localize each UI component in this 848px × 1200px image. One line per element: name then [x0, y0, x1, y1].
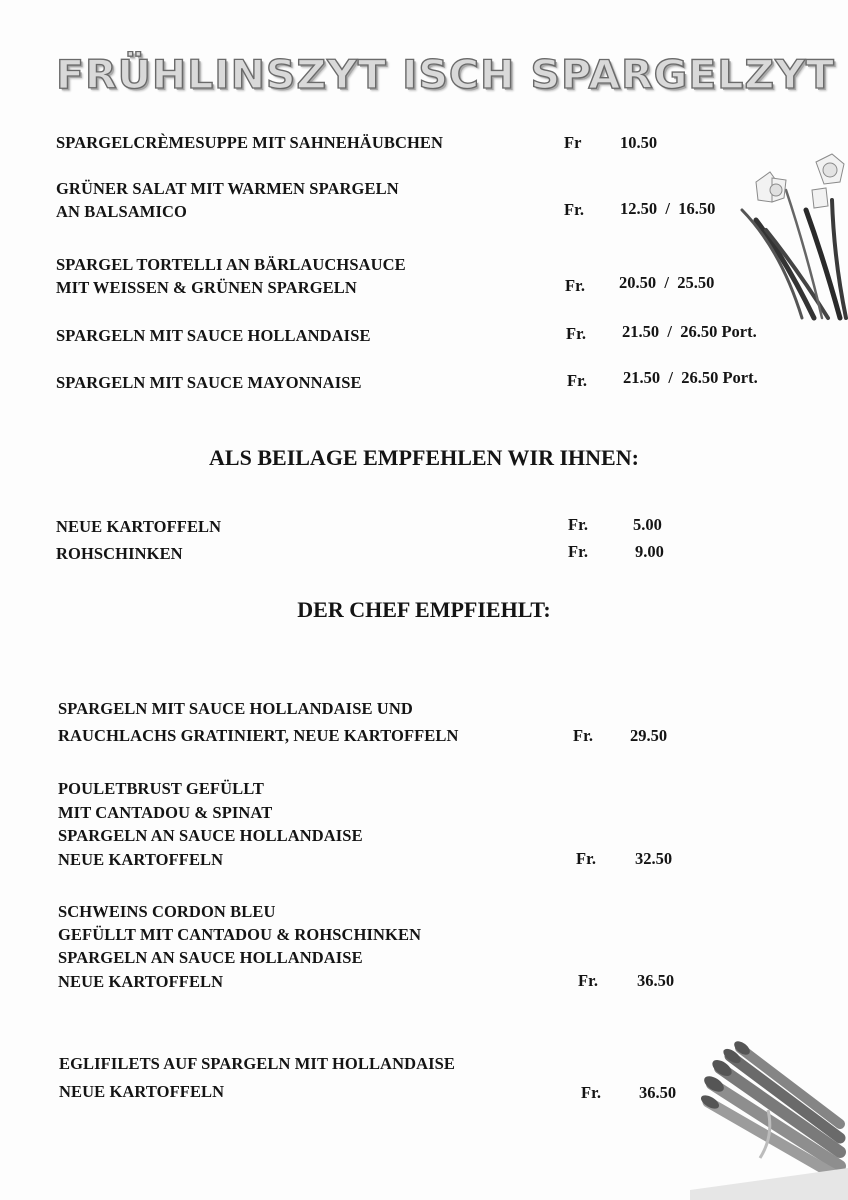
chef-item-0-line-1: RAUCHLACHS GRATINIERT, NEUE KARTOFFELN: [58, 726, 459, 745]
menu-item-3-currency: Fr.: [566, 324, 587, 343]
chef-item-1-line-3: NEUE KARTOFFELN: [58, 850, 224, 869]
chef-item-1-line-0: POULETBRUST GEFÜLLT: [58, 779, 264, 798]
menu-item-4-line-0: SPARGELN MIT SAUCE MAYONNAISE: [56, 373, 362, 392]
chef-item-1-currency: Fr.: [576, 849, 597, 868]
chef-item-1-line-2: SPARGELN AN SAUCE HOLLANDAISE: [58, 826, 363, 845]
chef-item-1-line-1: MIT CANTADOU & SPINAT: [58, 803, 273, 822]
daffodil-icon: [736, 150, 848, 322]
asparagus-icon: [690, 1040, 848, 1200]
chef-item-2-price: 36.50: [637, 971, 675, 990]
menu-item-2-price: 20.50 / 25.50: [619, 273, 715, 292]
menu-item-4-price: 21.50 / 26.50 Port.: [623, 368, 758, 387]
menu-item-2-line-1: MIT WEISSEN & GRÜNEN SPARGELN: [56, 278, 357, 297]
chef-item-3-price: 36.50: [639, 1083, 677, 1102]
menu-item-2-line-0: SPARGEL TORTELLI AN BÄRLAUCHSAUCE: [56, 255, 406, 274]
chef-item-0-currency: Fr.: [573, 726, 594, 745]
chef-item-1-price: 32.50: [635, 849, 673, 868]
chef-item-2-line-3: NEUE KARTOFFELN: [58, 972, 224, 991]
side-1-name: ROHSCHINKEN: [56, 544, 183, 563]
chef-item-3-line-0: EGLIFILETS AUF SPARGELN MIT HOLLANDAISE: [59, 1054, 456, 1073]
chef-item-0-line-0: SPARGELN MIT SAUCE HOLLANDAISE UND: [58, 699, 413, 718]
chef-item-3-line-1: NEUE KARTOFFELN: [59, 1082, 225, 1101]
side-1-currency: Fr.: [568, 542, 589, 561]
menu-item-3-line-0: SPARGELN MIT SAUCE HOLLANDAISE: [56, 326, 371, 345]
sides-heading: ALS BEILAGE EMPFEHLEN WIR IHNEN:: [209, 445, 639, 470]
chef-item-0-price: 29.50: [630, 726, 668, 745]
side-0-price: 5.00: [633, 515, 662, 534]
menu-item-0-currency: Fr: [564, 133, 582, 152]
chef-item-3-currency: Fr.: [581, 1083, 602, 1102]
menu-title: FRÜHLINSZYT ISCH SPARGELZYT: [56, 52, 835, 98]
menu-item-1-price: 12.50 / 16.50: [620, 199, 716, 218]
chef-heading: DER CHEF EMPFIEHLT:: [297, 597, 551, 622]
chef-item-2-line-0: SCHWEINS CORDON BLEU: [58, 902, 276, 921]
menu-item-2-currency: Fr.: [565, 276, 586, 295]
menu-item-0-price: 10.50: [620, 133, 658, 152]
side-0-currency: Fr.: [568, 515, 589, 534]
menu-item-1-currency: Fr.: [564, 200, 585, 219]
chef-item-2-currency: Fr.: [578, 971, 599, 990]
menu-item-0-line-0: SPARGELCRÈMESUPPE MIT SAHNEHÄUBCHEN: [56, 133, 444, 152]
menu-item-1-line-0: GRÜNER SALAT MIT WARMEN SPARGELN: [56, 179, 399, 198]
menu-item-4-currency: Fr.: [567, 371, 588, 390]
side-0-name: NEUE KARTOFFELN: [56, 517, 222, 536]
menu-item-1-line-1: AN BALSAMICO: [56, 202, 187, 221]
menu-item-3-price: 21.50 / 26.50 Port.: [622, 322, 757, 341]
side-1-price: 9.00: [635, 542, 664, 561]
chef-item-2-line-1: GEFÜLLT MIT CANTADOU & ROHSCHINKEN: [58, 925, 422, 944]
chef-item-2-line-2: SPARGELN AN SAUCE HOLLANDAISE: [58, 948, 363, 967]
